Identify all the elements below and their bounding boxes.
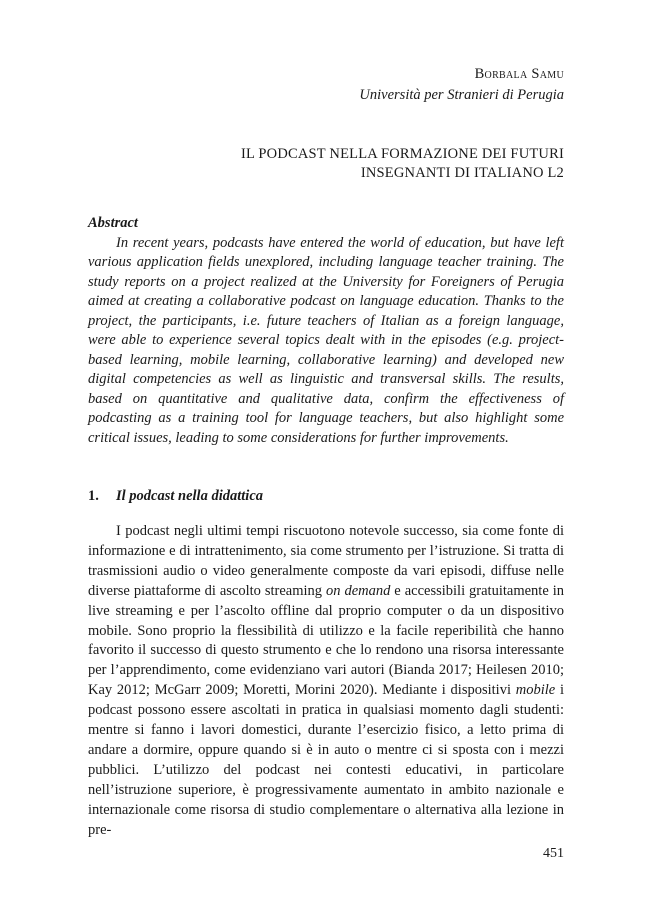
paper-title-line-1: IL PODCAST NELLA FORMAZIONE DEI FUTURI [241,146,564,162]
body-emphasis-on-demand: on demand [326,582,391,599]
abstract-text: In recent years, podcasts have entered the world of education, but have left various application fields unexplored, including language teacher training. The study reports on a project realized at the University for Foreigners of Perugia aimed at creating a collaborative podcast on language education. Thanks to the project, the participants, i.e. future teachers of Italian as a foreign language, were able to experience several topics dealt with in the episodes (e.g. project-based learning, mobile learning, collaborative learning) and developed new digital competencies as well as linguistic and transversal skills. The results, based on quantitative and qualitative data, confirm the effectiveness of podcasting as a training tool for language teachers, but also highlight some critical issues, leading to some considerations for further improvements. [88,234,564,446]
section-number: 1. [88,488,99,504]
body-text-part-1: I podcast negli ultimi tempi riscuotono notevole successo, sia come fonte di informazione e di intrattenimento, sia come strumento per l’istruzione. Si tratta di trasmissioni audio o video generalmente composte da vari episodi, diffuse nelle diverse piattaforme di ascolto streaming [88,523,564,599]
page [88,0,564,910]
section-title: Il podcast nella didattica [116,488,264,504]
author-name: Borbala Samu [474,66,564,82]
author-block [359,64,564,106]
paper-title-line-2: INSEGNANTI DI ITALIANO L2 [360,165,564,181]
author-affiliation: Università per Stranieri di Perugia [359,87,564,103]
page-number: 451 [543,846,564,861]
paper-title [241,145,564,183]
body-paragraph [88,522,564,841]
abstract [88,214,564,448]
section-heading [88,488,263,505]
body-text-part-3: i podcast possono essere ascoltati in pratica in qualsiasi momento dagli studenti: mentre si fanno i lavori domestici, durante l’esercizio fisico, a letto prima di andare a dormire, oppure quando si è in auto o mentre ci si sposta con i mezzi pubblici. L’utilizzo del podcast nei contesti educativi, in particolare nell’istruzione superiore, è progressivamente aumentato in ambito nazionale e internazionale come risorsa di studio complementare o alternativa alla lezione in pre- [88,682,565,838]
body-emphasis-mobile: mobile [515,682,556,699]
body-text-part-2: e accessibili gratuitamente in live streaming e per l’ascolto offline dal proprio computer o da un dispositivo mobile. Sono proprio la flessibilità di utilizzo e la facile reperibilità che hanno favorito il successo di questo strumento e che lo rendono una risorsa interessante per l’apprendimento, come evidenziano vari autori (Bianda 2017; Heilesen 2010; Kay 2012; McGarr 2009; Moretti, Morini 2020). Mediante i dispositivi [88,582,564,699]
abstract-heading: Abstract [88,215,138,231]
